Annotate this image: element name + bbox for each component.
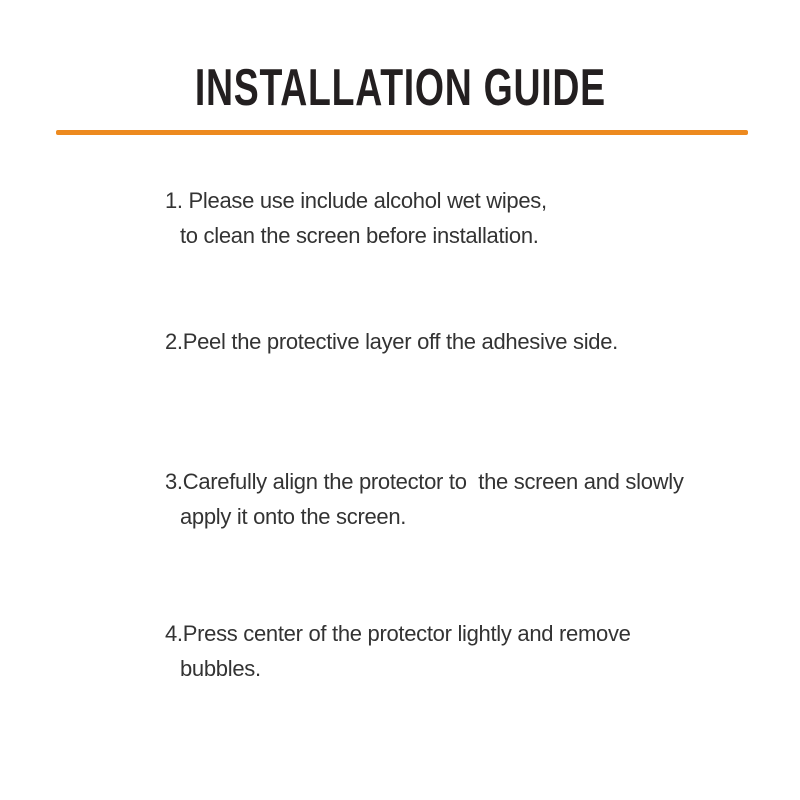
- step-4-line-2: bubbles.: [180, 656, 261, 681]
- step-1: [165, 183, 765, 253]
- title-row: [0, 58, 800, 118]
- step-3-line-1: 3.Carefully align the protector to the screen and slowly: [165, 469, 684, 494]
- step-1-line-2: to clean the screen before installation.: [180, 223, 539, 248]
- step-4-line-1: 4.Press center of the protector lightly and remove: [165, 621, 631, 646]
- step-1-line-1: 1. Please use include alcohol wet wipes,: [165, 188, 547, 213]
- step-2-line-1: 2.Peel the protective layer off the adhesive side.: [165, 329, 618, 354]
- step-3: [165, 464, 765, 534]
- page-title: INSTALLATION GUIDE: [194, 59, 606, 117]
- accent-divider: [56, 130, 748, 135]
- step-2: [165, 324, 765, 359]
- step-3-line-2: apply it onto the screen.: [180, 504, 407, 529]
- step-4: [165, 616, 765, 686]
